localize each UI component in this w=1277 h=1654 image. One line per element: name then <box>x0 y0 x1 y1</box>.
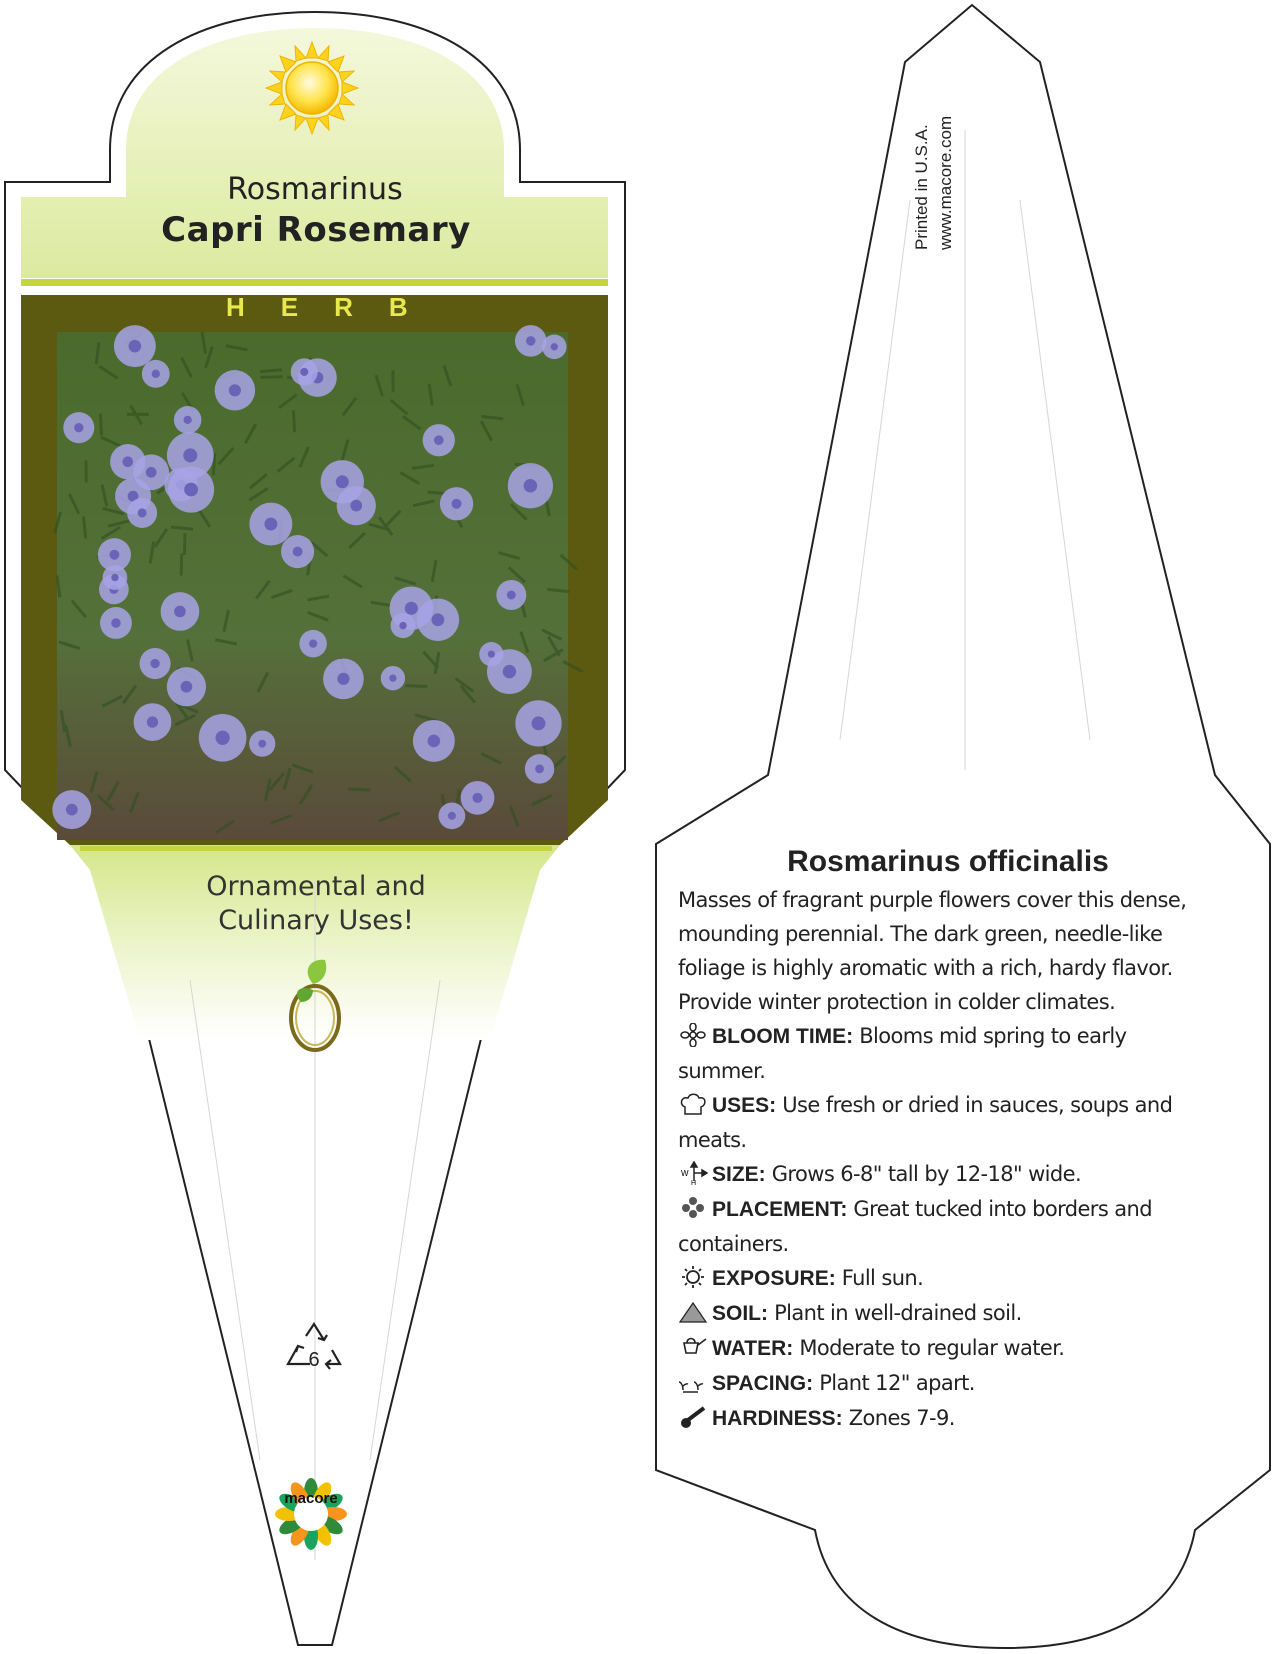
printed-in-usa <box>900 60 970 250</box>
front-tagline <box>120 870 512 938</box>
care-specs <box>678 1019 1218 1436</box>
svg-text:H: H <box>691 1180 696 1185</box>
soil-icon <box>678 1300 708 1324</box>
spec-row <box>678 1157 1218 1192</box>
spacing-seedlings-icon <box>678 1370 708 1394</box>
spec-row <box>678 1019 1218 1088</box>
tagline-line-2: Culinary Uses! <box>218 905 414 936</box>
flower-icon <box>678 1023 708 1047</box>
recycle-code: 6 <box>308 1349 320 1371</box>
category-label: HERB <box>226 292 444 322</box>
spec-row <box>678 1261 1218 1296</box>
spec-text: Zones 7-9. <box>842 1406 955 1430</box>
spec-text: Plant in well-drained soil. <box>768 1301 1022 1325</box>
spec-row <box>678 1296 1218 1331</box>
spec-row <box>678 1366 1218 1401</box>
spec-row <box>678 1401 1218 1436</box>
plant-photo <box>52 325 582 840</box>
spec-text: Full sun. <box>835 1266 924 1290</box>
genus-name: Rosmarinus <box>227 172 403 207</box>
spec-row <box>678 1192 1218 1261</box>
spec-row <box>678 1331 1218 1366</box>
front-header-rule <box>21 279 608 286</box>
spec-text: Plant 12" apart. <box>813 1371 975 1395</box>
spec-label: SPACING: <box>712 1372 814 1395</box>
sun-outline-icon <box>678 1265 708 1289</box>
spec-label: WATER: <box>712 1337 794 1360</box>
thermometer-icon <box>678 1405 708 1429</box>
common-name: Capri Rosemary <box>161 210 471 250</box>
svg-text:W: W <box>681 1169 688 1178</box>
spec-label: BLOOM TIME: <box>712 1025 854 1048</box>
front-lower-rule <box>80 846 552 851</box>
spec-text: Grows 6-8" tall by 12-18" wide. <box>765 1162 1082 1186</box>
website-line: www.macore.com <box>936 115 955 250</box>
spec-text: Great tucked into borders and containers. <box>678 1197 1152 1256</box>
spec-label: HARDINESS: <box>712 1407 843 1430</box>
placement-flowers-icon <box>678 1196 708 1220</box>
spec-text: Use fresh or dried in sauces, soups and meats. <box>678 1093 1173 1152</box>
spec-label: PLACEMENT: <box>712 1198 848 1221</box>
spec-label: SIZE: <box>712 1163 766 1186</box>
spec-label: USES: <box>712 1094 777 1117</box>
botanical-name: Rosmarinus officinalis <box>787 845 1109 878</box>
sun-icon <box>266 42 358 134</box>
spec-row <box>678 1088 1218 1157</box>
printed-line: Printed in U.S.A. <box>912 124 931 250</box>
size-arrows-icon <box>678 1161 708 1185</box>
spec-label: EXPOSURE: <box>712 1267 836 1290</box>
spec-label: SOIL: <box>712 1302 768 1325</box>
back-content <box>678 845 1218 1436</box>
chef-hat-icon <box>678 1092 708 1116</box>
spec-text: Blooms mid spring to early summer. <box>678 1024 1127 1083</box>
tagline-line-1: Ornamental and <box>206 871 426 902</box>
plant-description: Masses of fragrant purple flowers cover this dense, mounding perennial. The dark green, needle-like foliage is highly aromatic with a rich, hardy flavor. Provide winter protection in colder climates. <box>678 888 1187 1014</box>
spec-text: Moderate to regular water. <box>793 1336 1065 1360</box>
watering-can-icon <box>678 1335 708 1359</box>
brand-name: macore <box>284 1490 338 1507</box>
